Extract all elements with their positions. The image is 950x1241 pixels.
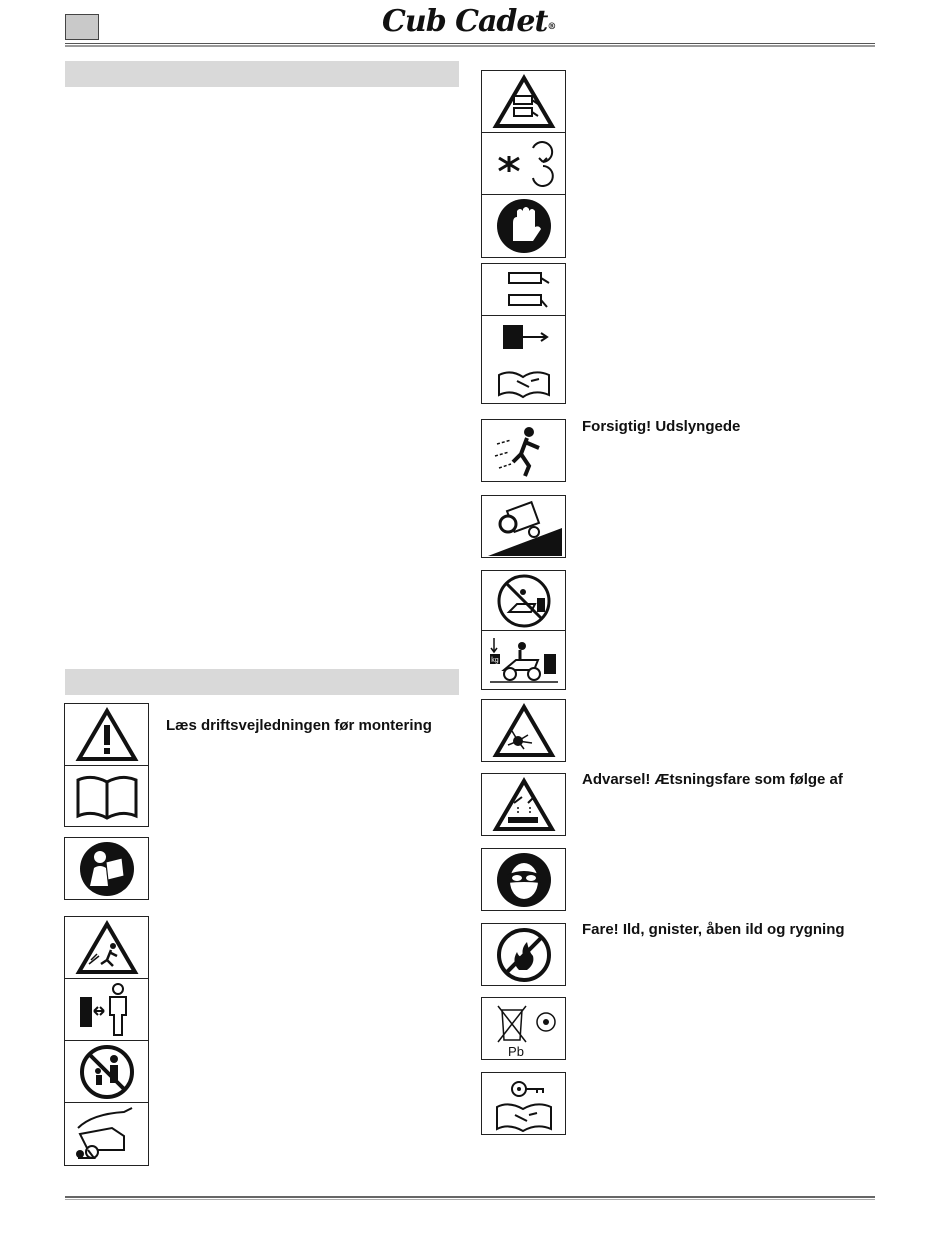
rotating-blade-icon bbox=[482, 133, 565, 195]
icon-stack-slope bbox=[481, 495, 566, 558]
svg-text:Pb: Pb bbox=[507, 1043, 524, 1058]
thrown-objects-person-icon bbox=[482, 420, 565, 481]
cutting-blade-warning-icon bbox=[482, 71, 565, 133]
disconnect-spark-plug-manual-icon bbox=[482, 316, 565, 403]
icon-stack-corrosion bbox=[481, 773, 566, 836]
icon-stack-no-fire bbox=[481, 923, 566, 986]
remove-key-manual-icon bbox=[482, 1073, 565, 1134]
battery-disposal-icon bbox=[482, 998, 565, 1059]
section-bar-top bbox=[65, 61, 459, 87]
brand-logo: Cub Cadet® bbox=[382, 4, 556, 39]
icon-stack-bystanders bbox=[64, 916, 149, 1166]
open-book-icon bbox=[65, 766, 148, 828]
no-children-icon bbox=[65, 1041, 148, 1103]
label-fire: Fare! Ild, gnister, åben ild og rygning bbox=[582, 921, 845, 938]
section-bar-symbols bbox=[65, 669, 459, 695]
icon-stack-key-manual bbox=[481, 1072, 566, 1135]
no-open-flame-icon bbox=[482, 924, 565, 985]
icon-stack-thrown-objects bbox=[481, 419, 566, 482]
warning-triangle-icon bbox=[65, 704, 148, 766]
blade-spark-plug-icon bbox=[482, 264, 565, 316]
corrosion-warning-icon bbox=[482, 774, 565, 835]
mower-weight-kg-icon bbox=[482, 631, 565, 689]
keep-distance-icon bbox=[65, 979, 148, 1041]
icon-stack-manual-person bbox=[64, 837, 149, 900]
icon-stack-battery-disposal bbox=[481, 997, 566, 1060]
safety-goggles-icon bbox=[482, 849, 565, 910]
label-read-manual: Læs driftsvejledningen før montering bbox=[166, 717, 432, 734]
icon-stack-no-riding bbox=[481, 570, 566, 690]
icon-stack-explosion bbox=[481, 699, 566, 762]
page-number-tab bbox=[65, 14, 99, 40]
footer-rule bbox=[65, 1196, 875, 1200]
no-passenger-icon bbox=[482, 571, 565, 631]
header-rule bbox=[65, 43, 875, 47]
rollover-mower-icon bbox=[65, 1103, 148, 1165]
explosion-warning-icon bbox=[482, 700, 565, 761]
icon-stack-blades bbox=[481, 70, 566, 258]
icon-stack-goggles bbox=[481, 848, 566, 911]
protective-gloves-icon bbox=[482, 195, 565, 257]
slope-rollover-icon bbox=[482, 496, 565, 557]
read-manual-person-icon bbox=[65, 838, 148, 899]
icon-stack-read-manual bbox=[64, 703, 149, 827]
icon-stack-maintenance bbox=[481, 263, 566, 404]
label-thrown-objects: Forsigtig! Udslyngede bbox=[582, 418, 741, 435]
svg-text:kg: kg bbox=[490, 657, 499, 664]
thrown-debris-warning-icon bbox=[65, 917, 148, 979]
label-corrosion: Advarsel! Ætsningsfare som følge af bbox=[582, 771, 843, 788]
